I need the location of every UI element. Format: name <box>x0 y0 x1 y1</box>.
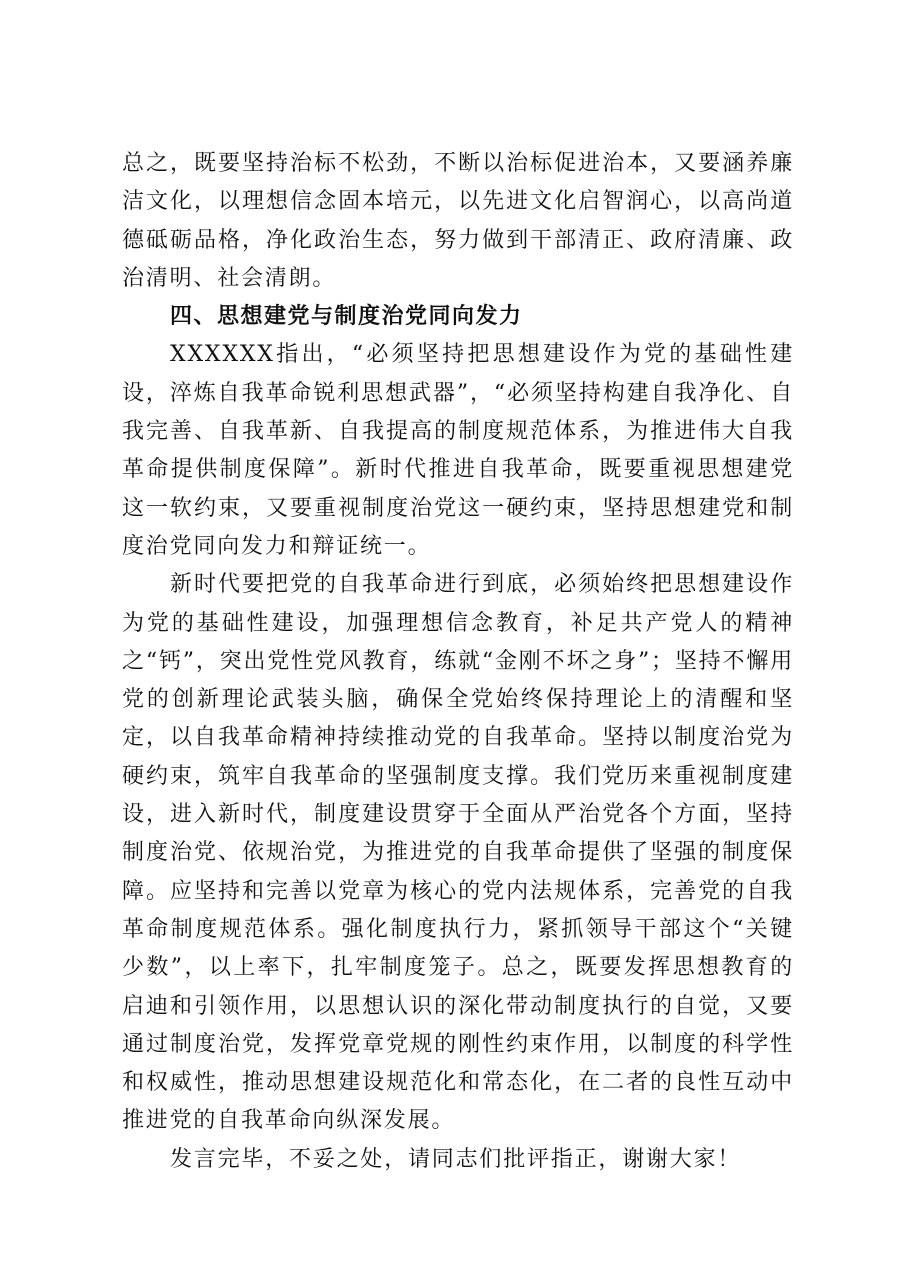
document-body <box>122 145 794 1179</box>
paragraph-conclusion-clean-culture: 总之，既要坚持治标不松劲，不断以治标促进治本，又要涵养廉洁文化，以理想信念固本培元，以先进文化启智润心，以高尚道德砥砺品格，净化政治生态，努力做到干部清正、政府清廉、政治清明、社会清朗。 <box>122 151 794 291</box>
paragraph-quote: XXXXXX指出，“必须坚持把思想建设作为党的基础性建设，淬炼自我革命锐利思想武器”，“必须坚持构建自我净化、自我完善、自我革新、自我提高的制度规范体系，为推进伟大自我革命提供制度保障”。新时代推进自我革命，既要重视思想建党这一软约束，又要重视制度治党这一硬约束，坚持思想建党和制度治党同向发力和辩证统一。 <box>122 342 794 559</box>
paragraph-thought-and-institution: 新时代要把党的自我革命进行到底，必须始终把思想建设作为党的基础性建设，加强理想信念教育，补足共产党人的精神之“钙”，突出党性党风教育，练就“金刚不坏之身”；坚持不懈用党的创新理论武装头脑，确保全党始终保持理论上的清醒和坚定，以自我革命精神持续推动党的自我革命。坚持以制度治党为硬约束，筑牢自我革命的坚强制度支撑。我们党历来重视制度建设，进入新时代，制度建设贯穿于全面从严治党各个方面，坚持制度治党、依规治党，为推进党的自我革命提供了坚强的制度保障。应坚持和完善以党章为核心的党内法规体系，完善党的自我革命制度规范体系。强化制度执行力，紧抓领导干部这个“关键少数”，以上率下，扎牢制度笼子。总之，既要发挥思想教育的启迪和引领作用，以思想认识的深化带动制度执行的自觉，又要通过制度治党，发挥党章党规的刚性约束作用，以制度的科学性和权威性，推动思想建设规范化和常态化，在二者的良性互动中推进党的自我革命向纵深发展。 <box>122 572 794 1134</box>
section-heading-four: 四、思想建党与制度治党同向发力 <box>170 304 523 330</box>
paragraph-closing-remarks: 发言完毕，不妥之处，请同志们批评指正，谢谢大家！ <box>170 1146 742 1172</box>
